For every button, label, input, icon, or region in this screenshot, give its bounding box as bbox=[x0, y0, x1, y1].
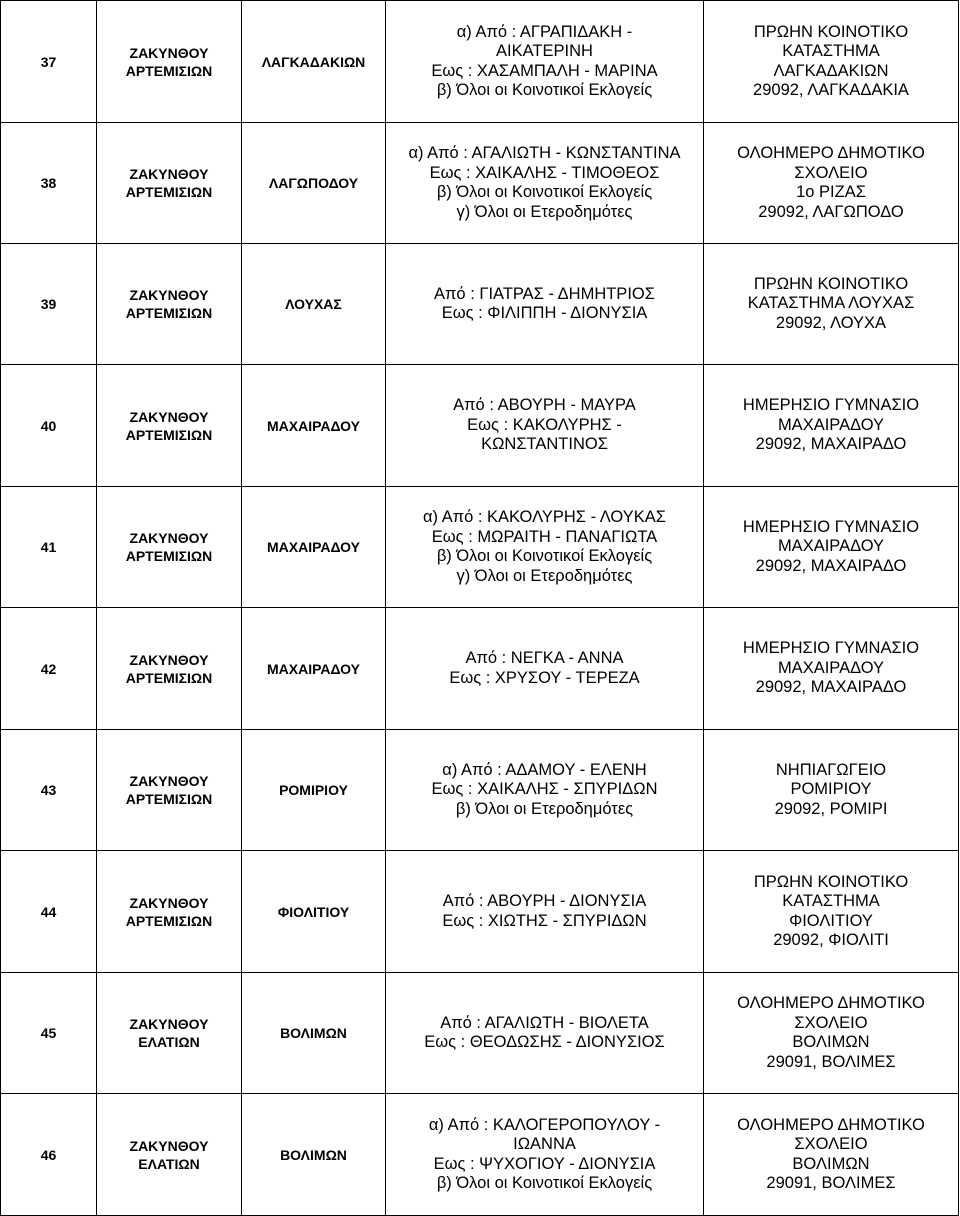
municipality-cell-line: ΖΑΚΥΝΘΟΥ bbox=[129, 166, 209, 182]
place-cell bbox=[242, 730, 386, 851]
voters-cell-line: β) Όλοι οι Ετεροδημότες bbox=[455, 799, 634, 818]
row-number: 42 bbox=[1, 608, 97, 730]
station-cell-line: ΒΟΛΙΜΩΝ bbox=[792, 1154, 870, 1173]
municipality-cell-line: ΑΡΤΕΜΙΣΙΩΝ bbox=[125, 184, 213, 200]
station-cell-line: 29092, ΜΑΧΑΙΡΑΔΟ bbox=[755, 678, 907, 697]
row-number: 40 bbox=[1, 365, 97, 487]
voters-cell-line: Από : ΑΓΑΛΙΩΤΗ - ΒΙΟΛΕΤΑ bbox=[440, 1013, 649, 1032]
station-cell bbox=[704, 1094, 959, 1216]
station-cell-line: ΠΡΩΗΝ ΚΟΙΝΟΤΙΚΟ bbox=[753, 872, 909, 891]
station-cell-line: ΗΜΕΡΗΣΙΟ ΓΥΜΝΑΣΙΟ bbox=[742, 396, 920, 415]
station-cell bbox=[704, 1, 959, 123]
station-cell bbox=[704, 608, 959, 730]
municipality-cell bbox=[97, 1, 242, 123]
voters-cell-line: Από : ΑΒΟΥΡΗ - ΔΙΟΝΥΣΙΑ bbox=[442, 892, 647, 910]
station-cell-line: ΜΑΧΑΙΡΑΔΟΥ bbox=[777, 537, 885, 556]
voters-cell-line: Εως : ΦΙΛΙΠΠΗ - ΔΙΟΝΥΣΙΑ bbox=[441, 304, 648, 322]
place-cell bbox=[242, 487, 386, 608]
voters-cell-line: α) Από : ΑΓΑΛΙΩΤΗ - ΚΩΝΣΤΑΝΤΙΝΑ bbox=[408, 144, 681, 162]
row-number: 46 bbox=[1, 1094, 97, 1216]
voters-cell-line: β) Όλοι οι Κοινοτικοί Εκλογείς bbox=[436, 1174, 653, 1192]
voters-cell-line: Από : ΓΙΑΤΡΑΣ - ΔΗΜΗΤΡΙΟΣ bbox=[434, 284, 655, 303]
voters-cell-line: Εως : ΧΑΙΚΑΛΗΣ - ΣΠΥΡΙΔΩΝ bbox=[431, 780, 658, 799]
station-cell bbox=[704, 851, 959, 973]
municipality-cell bbox=[97, 973, 242, 1094]
place-cell-line: ΒΟΛΙΜΩΝ bbox=[280, 1025, 347, 1041]
voters-cell-line: Εως : ΨΥΧΟΓΙΟΥ - ΔΙΟΝΥΣΙΑ bbox=[433, 1154, 656, 1173]
municipality-cell bbox=[97, 851, 242, 973]
voters-cell bbox=[386, 123, 704, 244]
municipality-cell-line: ΑΡΤΕΜΙΣΙΩΝ bbox=[125, 791, 213, 807]
municipality-cell bbox=[97, 730, 242, 851]
table-row bbox=[1, 1094, 959, 1216]
municipality-cell-line: ΖΑΚΥΝΘΟΥ bbox=[129, 44, 209, 61]
station-cell-line: ΛΑΓΚΑΔΑΚΙΩΝ bbox=[773, 61, 889, 80]
row-number: 45 bbox=[1, 973, 97, 1094]
municipality-cell-line: ΖΑΚΥΝΘΟΥ bbox=[129, 1137, 209, 1154]
voters-cell-line: Από : ΝΕΓΚΑ - ΑΝΝΑ bbox=[465, 649, 624, 667]
voters-cell bbox=[386, 851, 704, 973]
municipality-cell-line: ΑΡΤΕΜΙΣΙΩΝ bbox=[125, 426, 213, 443]
place-cell bbox=[242, 608, 386, 730]
place-cell bbox=[242, 244, 386, 365]
municipality-cell-line: ΖΑΚΥΝΘΟΥ bbox=[129, 651, 209, 668]
voters-cell bbox=[386, 487, 704, 608]
station-cell-line: 29091, ΒΟΛΙΜΕΣ bbox=[766, 1174, 896, 1192]
place-cell-line: ΛΑΓΚΑΔΑΚΙΩΝ bbox=[261, 53, 366, 70]
voters-cell-line: γ) Όλοι οι Ετεροδημότες bbox=[456, 566, 633, 585]
table-row bbox=[1, 973, 959, 1094]
table-row bbox=[1, 365, 959, 487]
voters-cell-line: β) Όλοι οι Κοινοτικοί Εκλογείς bbox=[436, 183, 653, 201]
place-cell-line: ΜΑΧΑΙΡΑΔΟΥ bbox=[266, 660, 361, 677]
station-cell bbox=[704, 730, 959, 851]
voters-cell-line: α) Από : ΑΔΑΜΟΥ - ΕΛΕΝΗ bbox=[442, 760, 647, 779]
municipality-cell-line: ΕΛΑΤΙΩΝ bbox=[138, 1155, 200, 1172]
municipality-cell bbox=[97, 244, 242, 365]
place-cell-line: ΛΟΥΧΑΣ bbox=[285, 296, 342, 312]
place-cell bbox=[242, 973, 386, 1094]
station-cell-line: ΡΟΜΙΡΙΟΥ bbox=[790, 780, 872, 799]
municipality-cell-line: ΕΛΑΤΙΩΝ bbox=[138, 1034, 200, 1050]
municipality-cell-line: ΑΡΤΕΜΙΣΙΩΝ bbox=[125, 548, 213, 564]
row-number: 43 bbox=[1, 730, 97, 851]
voters-cell-line: Εως : ΚΑΚΟΛΥΡΗΣ - bbox=[467, 415, 622, 434]
municipality-cell-line: ΖΑΚΥΝΘΟΥ bbox=[129, 408, 209, 425]
place-cell-line: ΒΟΛΙΜΩΝ bbox=[280, 1146, 347, 1163]
station-cell bbox=[704, 487, 959, 608]
station-cell-line: 29092, ΛΟΥΧΑ bbox=[775, 313, 887, 332]
station-cell-line: ΣΧΟΛΕΙΟ bbox=[794, 1013, 868, 1032]
station-cell-line: ΗΜΕΡΗΣΙΟ ΓΥΜΝΑΣΙΟ bbox=[742, 639, 920, 658]
voters-cell-line: γ) Όλοι οι Ετεροδημότες bbox=[456, 202, 633, 221]
row-number: 38 bbox=[1, 123, 97, 244]
station-cell-line: ΟΛΟΗΜΕΡΟ ΔΗΜΟΤΙΚΟ bbox=[737, 144, 925, 162]
municipality-cell bbox=[97, 487, 242, 608]
station-cell-line: 29092, ΜΑΧΑΙΡΑΔΟ bbox=[755, 556, 907, 575]
municipality-cell-line: ΖΑΚΥΝΘΟΥ bbox=[129, 894, 209, 911]
station-cell-line: ΗΜΕΡΗΣΙΟ ΓΥΜΝΑΣΙΟ bbox=[742, 517, 920, 536]
place-cell bbox=[242, 123, 386, 244]
station-cell-line: 29092, ΜΑΧΑΙΡΑΔΟ bbox=[755, 435, 907, 454]
station-cell-line: ΦΙΟΛΙΤΙΟΥ bbox=[789, 911, 873, 930]
voters-cell-line: β) Όλοι οι Κοινοτικοί Εκλογείς bbox=[436, 81, 653, 99]
voters-cell-line: Εως : ΧΙΩΤΗΣ - ΣΠΥΡΙΔΩΝ bbox=[442, 911, 647, 930]
station-cell-line: ΟΛΟΗΜΕΡΟ ΔΗΜΟΤΙΚΟ bbox=[737, 994, 925, 1012]
municipality-cell-line: ΖΑΚΥΝΘΟΥ bbox=[129, 773, 209, 789]
voters-cell-line: α) Από : ΚΑΛΟΓΕΡΟΠΟΥΛΟΥ - bbox=[428, 1115, 661, 1134]
place-cell bbox=[242, 851, 386, 973]
station-cell-line: ΟΛΟΗΜΕΡΟ ΔΗΜΟΤΙΚΟ bbox=[737, 1115, 925, 1134]
station-cell-line: ΝΗΠΙΑΓΩΓΕΙΟ bbox=[775, 760, 887, 779]
voters-cell bbox=[386, 973, 704, 1094]
municipality-cell-line: ΖΑΚΥΝΘΟΥ bbox=[129, 287, 209, 303]
place-cell bbox=[242, 1094, 386, 1216]
municipality-cell-line: ΖΑΚΥΝΘΟΥ bbox=[129, 530, 209, 546]
municipality-cell-line: ΑΡΤΕΜΙΣΙΩΝ bbox=[125, 912, 213, 929]
station-cell bbox=[704, 244, 959, 365]
row-number: 44 bbox=[1, 851, 97, 973]
voters-cell-line: β) Όλοι οι Κοινοτικοί Εκλογείς bbox=[436, 547, 653, 565]
municipality-cell-line: ΑΡΤΕΜΙΣΙΩΝ bbox=[125, 62, 213, 79]
voters-cell-line: Από : ΑΒΟΥΡΗ - ΜΑΥΡΑ bbox=[453, 396, 636, 415]
municipality-cell-line: ΑΡΤΕΜΙΣΙΩΝ bbox=[125, 305, 213, 321]
voters-cell-line: α) Από : ΑΓΡΑΠΙΔΑΚΗ - bbox=[456, 22, 633, 41]
row-number: 41 bbox=[1, 487, 97, 608]
voters-cell-line: Εως : ΧΑΣΑΜΠΑΛΗ - ΜΑΡΙΝΑ bbox=[431, 61, 658, 80]
table-row bbox=[1, 487, 959, 608]
table-body bbox=[1, 1, 959, 1216]
voters-cell bbox=[386, 365, 704, 487]
municipality-cell-line: ΖΑΚΥΝΘΟΥ bbox=[129, 1016, 209, 1032]
table-row bbox=[1, 123, 959, 244]
table-row bbox=[1, 608, 959, 730]
voters-cell-line: Εως : ΘΕΟΔΩΣΗΣ - ΔΙΟΝΥΣΙΟΣ bbox=[424, 1033, 665, 1051]
station-cell-line: 29092, ΛΑΓΚΑΔΑΚΙΑ bbox=[753, 81, 909, 99]
station-cell bbox=[704, 365, 959, 487]
voters-cell-line: Εως : ΧΡΥΣΟΥ - ΤΕΡΕΖΑ bbox=[449, 668, 640, 687]
voters-cell-line: Εως : ΧΑΙΚΑΛΗΣ - ΤΙΜΟΘΕΟΣ bbox=[429, 163, 660, 182]
place-cell bbox=[242, 1, 386, 123]
voters-cell bbox=[386, 730, 704, 851]
municipality-cell bbox=[97, 123, 242, 244]
voters-cell-line: α) Από : ΚΑΚΟΛΥΡΗΣ - ΛΟΥΚΑΣ bbox=[423, 508, 666, 526]
station-cell-line: 29092, ΦΙΟΛΙΤΙ bbox=[773, 931, 889, 949]
row-number: 37 bbox=[1, 1, 97, 123]
voters-cell-line: ΑΙΚΑΤΕΡΙΝΗ bbox=[496, 42, 593, 60]
station-cell-line: ΚΑΤΑΣΤΗΜΑ bbox=[782, 892, 880, 910]
station-cell-line: 1ο ΡΙΖΑΣ bbox=[796, 183, 866, 201]
station-cell-line: ΚΑΤΑΣΤΗΜΑ ΛΟΥΧΑΣ bbox=[747, 294, 915, 313]
place-cell-line: ΜΑΧΑΙΡΑΔΟΥ bbox=[266, 417, 361, 434]
station-cell-line: ΜΑΧΑΙΡΑΔΟΥ bbox=[777, 658, 885, 677]
station-cell-line: ΣΧΟΛΕΙΟ bbox=[794, 163, 868, 182]
voters-cell bbox=[386, 1, 704, 123]
station-cell-line: ΜΑΧΑΙΡΑΔΟΥ bbox=[777, 415, 885, 434]
station-cell-line: ΠΡΩΗΝ ΚΟΙΝΟΤΙΚΟ bbox=[753, 274, 909, 293]
row-number: 39 bbox=[1, 244, 97, 365]
place-cell-line: ΜΑΧΑΙΡΑΔΟΥ bbox=[266, 539, 361, 555]
place-cell-line: ΦΙΟΛΙΤΙΟΥ bbox=[277, 903, 350, 920]
station-cell-line: 29091, ΒΟΛΙΜΕΣ bbox=[766, 1052, 896, 1071]
table-row bbox=[1, 730, 959, 851]
station-cell-line: ΣΧΟΛΕΙΟ bbox=[794, 1135, 868, 1153]
station-cell bbox=[704, 123, 959, 244]
municipality-cell bbox=[97, 608, 242, 730]
table-row bbox=[1, 244, 959, 365]
station-cell-line: 29092, ΡΟΜΙΡΙ bbox=[774, 799, 888, 818]
table-row bbox=[1, 1, 959, 123]
voters-cell bbox=[386, 608, 704, 730]
station-cell-line: ΒΟΛΙΜΩΝ bbox=[792, 1033, 870, 1051]
municipality-cell bbox=[97, 365, 242, 487]
voters-cell bbox=[386, 244, 704, 365]
station-cell-line: ΚΑΤΑΣΤΗΜΑ bbox=[782, 42, 880, 60]
table-row bbox=[1, 851, 959, 973]
voters-cell-line: ΙΩΑΝΝΑ bbox=[513, 1135, 576, 1153]
municipality-cell bbox=[97, 1094, 242, 1216]
place-cell bbox=[242, 365, 386, 487]
station-cell-line: ΠΡΩΗΝ ΚΟΙΝΟΤΙΚΟ bbox=[753, 22, 909, 41]
place-cell-line: ΛΑΓΩΠΟΔΟΥ bbox=[268, 175, 359, 191]
station-cell-line: 29092, ΛΑΓΩΠΟΔΟ bbox=[758, 202, 904, 221]
voters-cell bbox=[386, 1094, 704, 1216]
place-cell-line: ΡΟΜΙΡΙΟΥ bbox=[279, 782, 348, 798]
municipality-cell-line: ΑΡΤΕΜΙΣΙΩΝ bbox=[125, 669, 213, 686]
station-cell bbox=[704, 973, 959, 1094]
voters-cell-line: ΚΩΝΣΤΑΝΤΙΝΟΣ bbox=[481, 435, 608, 454]
voters-cell-line: Εως : ΜΩΡΑΙΤΗ - ΠΑΝΑΓΙΩΤΑ bbox=[431, 527, 658, 546]
